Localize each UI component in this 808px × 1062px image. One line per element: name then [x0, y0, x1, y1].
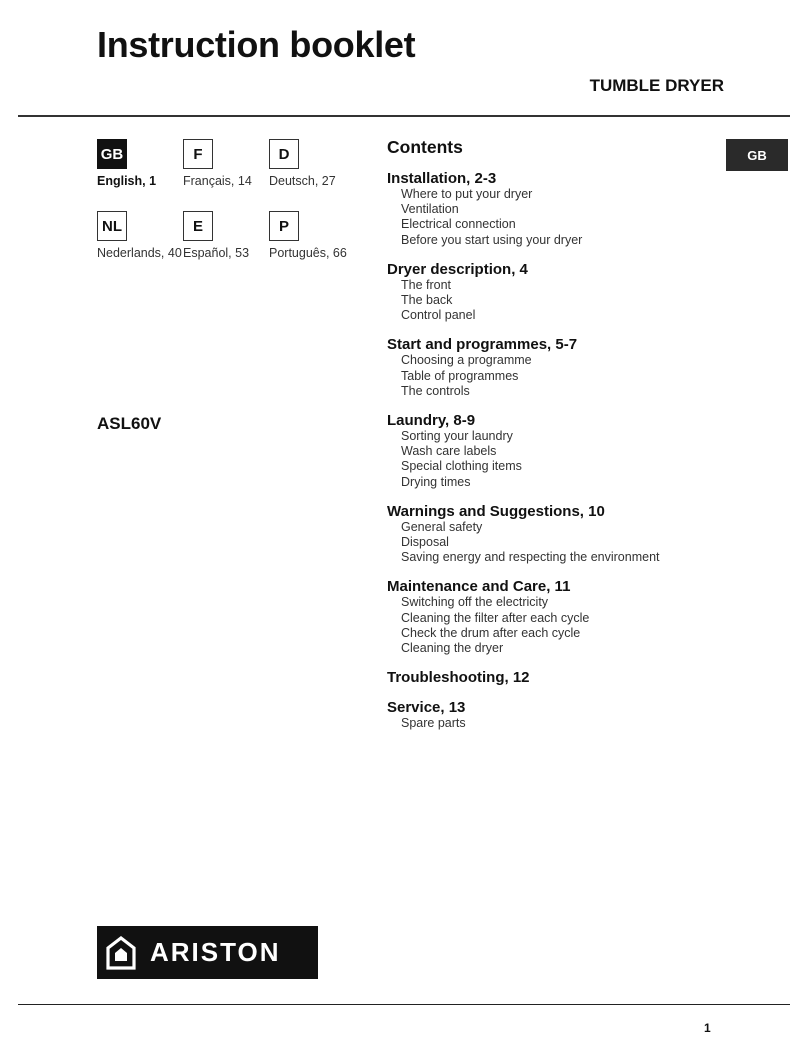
toc-item[interactable]: Table of programmes: [401, 368, 519, 383]
language-label: Deutsch, 27: [269, 174, 336, 188]
toc-item[interactable]: The controls: [401, 383, 470, 398]
toc-section-title[interactable]: Installation, 2-3: [387, 170, 497, 187]
toc-item[interactable]: Wash care labels: [401, 444, 497, 459]
model-number: ASL60V: [97, 414, 162, 433]
table-of-contents: [387, 137, 717, 744]
language-tab-gb: GB: [726, 139, 788, 171]
language-code: NL: [97, 211, 127, 241]
toc-section-title[interactable]: Troubleshooting, 12: [387, 669, 530, 687]
language-f[interactable]: [183, 139, 269, 188]
toc-item[interactable]: The back: [401, 293, 453, 308]
toc-section: [387, 412, 717, 490]
language-code: D: [269, 139, 299, 169]
page-title: Instruction booklet: [97, 24, 416, 65]
toc-item[interactable]: Electrical connection: [401, 217, 516, 232]
language-code: E: [183, 211, 213, 241]
toc-section: [387, 336, 717, 399]
top-divider: [18, 115, 790, 117]
toc-section-title[interactable]: Laundry, 8-9: [387, 412, 476, 430]
toc-item[interactable]: Switching off the electricity: [401, 595, 549, 610]
toc-item[interactable]: Special clothing items: [401, 459, 522, 474]
toc-section-title[interactable]: Warnings and Suggestions, 10: [387, 502, 605, 520]
language-nl[interactable]: [97, 211, 183, 260]
language-label: Français, 14: [183, 174, 252, 188]
toc-item[interactable]: Check the drum after each cycle: [401, 625, 581, 640]
toc-item[interactable]: Cleaning the dryer: [401, 641, 504, 656]
toc-section-title[interactable]: Maintenance and Care, 11: [387, 578, 571, 596]
toc-item[interactable]: Control panel: [401, 308, 476, 323]
language-code: GB: [97, 139, 127, 169]
toc-item[interactable]: Where to put your dryer: [401, 187, 533, 201]
toc-section-title[interactable]: Dryer description, 4: [387, 260, 528, 278]
contents-heading: Contents: [387, 137, 463, 157]
language-code: F: [183, 139, 213, 169]
toc-item[interactable]: Drying times: [401, 474, 471, 489]
language-label: Nederlands, 40: [97, 246, 182, 260]
page-number: 1: [704, 1021, 711, 1035]
language-label: Português, 66: [269, 246, 347, 260]
toc-item[interactable]: Spare parts: [401, 716, 466, 731]
ariston-logo: [97, 926, 318, 979]
language-p[interactable]: [269, 211, 355, 260]
toc-section: [387, 261, 717, 324]
toc-section: [387, 578, 717, 656]
product-type: TUMBLE DRYER: [589, 76, 724, 95]
brand-name: ARISTON: [150, 937, 281, 967]
language-label: English, 1: [97, 174, 157, 188]
toc-section: [387, 170, 717, 248]
toc-section-title[interactable]: Start and programmes, 5-7: [387, 336, 578, 354]
language-label: Español, 53: [183, 246, 250, 260]
toc-section-title[interactable]: Service, 13: [387, 699, 466, 717]
language-d[interactable]: [269, 139, 355, 188]
house-icon: [106, 936, 136, 970]
toc-section: [387, 669, 717, 686]
toc-item[interactable]: Cleaning the filter after each cycle: [401, 610, 590, 625]
toc-section: [387, 699, 717, 731]
bottom-divider: [18, 1004, 790, 1005]
language-code: P: [269, 211, 299, 241]
toc-item[interactable]: Saving energy and respecting the environment: [401, 550, 660, 565]
toc-section: [387, 503, 717, 566]
toc-item[interactable]: Choosing a programme: [401, 353, 532, 368]
toc-item[interactable]: Before you start using your dryer: [401, 232, 583, 247]
toc-item[interactable]: Disposal: [401, 535, 449, 550]
toc-item[interactable]: General safety: [401, 519, 483, 534]
toc-item[interactable]: Sorting your laundry: [401, 429, 513, 444]
language-gb[interactable]: [97, 139, 183, 188]
toc-item[interactable]: Ventilation: [401, 202, 459, 217]
toc-item[interactable]: The front: [401, 277, 452, 292]
language-e[interactable]: [183, 211, 269, 260]
